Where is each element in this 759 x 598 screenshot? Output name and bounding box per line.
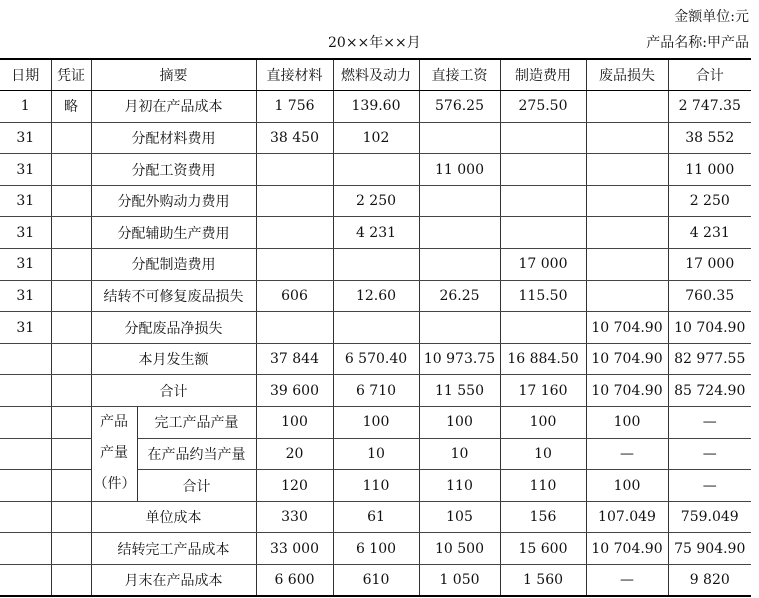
cell-date: 31: [0, 122, 51, 154]
cell-date: [0, 533, 51, 565]
cell-voucher: [51, 343, 91, 375]
cell-voucher: [51, 154, 91, 186]
cell-voucher: [51, 407, 91, 439]
cell-manufacturing-overhead: 10: [500, 438, 586, 470]
col-header-direct-materials: 直接材料: [256, 59, 333, 91]
cell-voucher: [51, 217, 91, 249]
cell-fuel-power: 610: [333, 565, 419, 597]
cell-manufacturing-overhead: [500, 185, 586, 217]
col-header-date: 日期: [0, 59, 51, 91]
cell-manufacturing-overhead: 275.50: [500, 91, 586, 123]
cell-direct-wages: 10 973.75: [419, 343, 500, 375]
table-row: [0, 533, 751, 565]
table-row: [0, 407, 751, 439]
header-row: [0, 59, 751, 91]
cell-date: [0, 565, 51, 597]
cell-direct-materials: 38 450: [256, 122, 333, 154]
cell-direct-wages: [419, 312, 500, 344]
cell-direct-wages: 10: [419, 438, 500, 470]
cell-scrap-loss: [586, 154, 668, 186]
cell-direct-materials: 1 756: [256, 91, 333, 123]
cell-scrap-loss: —: [586, 438, 668, 470]
output-quantity-label: [91, 407, 137, 502]
cell-direct-wages: [419, 185, 500, 217]
cell-total: 10 704.90: [668, 312, 751, 344]
cell-fuel-power: 2 250: [333, 185, 419, 217]
cell-scrap-loss: —: [586, 565, 668, 597]
period-label: 20××年××月: [328, 35, 421, 51]
cell-manufacturing-overhead: 100: [500, 407, 586, 439]
cell-direct-materials: [256, 217, 333, 249]
table-row: [0, 565, 751, 597]
cell-direct-wages: [419, 249, 500, 281]
col-header-voucher: 凭证: [51, 59, 91, 91]
cell-voucher: [51, 249, 91, 281]
cell-direct-wages: [419, 122, 500, 154]
cell-direct-wages: 110: [419, 470, 500, 502]
table-row: [0, 312, 751, 344]
cell-fuel-power: 6 100: [333, 533, 419, 565]
cell-direct-materials: 20: [256, 438, 333, 470]
cell-summary: 分配辅助生产费用: [91, 217, 256, 249]
cell-date: 31: [0, 249, 51, 281]
cell-summary: 合计: [91, 375, 256, 407]
cell-date: [0, 407, 51, 439]
cell-voucher: [51, 501, 91, 533]
cell-summary: 分配外购动力费用: [91, 185, 256, 217]
output-quantity-label-line: 产品: [100, 414, 128, 431]
cell-scrap-loss: [586, 217, 668, 249]
table-row: [0, 122, 751, 154]
table-row: [0, 154, 751, 186]
cell-date: [0, 343, 51, 375]
cell-scrap-loss: 107.049: [586, 501, 668, 533]
cell-summary: 分配制造费用: [91, 249, 256, 281]
table-row: [0, 217, 751, 249]
cell-manufacturing-overhead: 17 000: [500, 249, 586, 281]
cell-direct-materials: 33 000: [256, 533, 333, 565]
col-header-scrap-loss: 废品损失: [586, 59, 668, 91]
cell-summary: 月初在产品成本: [91, 91, 256, 123]
cell-voucher: [51, 280, 91, 312]
cell-fuel-power: 12.60: [333, 280, 419, 312]
cell-date: 31: [0, 280, 51, 312]
cell-scrap-loss: [586, 91, 668, 123]
cell-fuel-power: 10: [333, 438, 419, 470]
cell-direct-materials: [256, 312, 333, 344]
cell-summary: 完工产品产量: [137, 407, 256, 439]
cell-manufacturing-overhead: [500, 154, 586, 186]
cell-summary: 分配废品净损失: [91, 312, 256, 344]
table-row: [0, 501, 751, 533]
cell-fuel-power: 6 710: [333, 375, 419, 407]
cell-fuel-power: [333, 249, 419, 281]
cell-date: [0, 438, 51, 470]
cell-voucher: [51, 375, 91, 407]
cell-total: 9 820: [668, 565, 751, 597]
cell-direct-materials: 6 600: [256, 565, 333, 597]
cell-scrap-loss: [586, 185, 668, 217]
cell-scrap-loss: [586, 249, 668, 281]
output-quantity-label-line: （件）: [93, 476, 136, 493]
cost-calculation-table: [0, 58, 751, 597]
cell-scrap-loss: 10 704.90: [586, 533, 668, 565]
cell-total: —: [668, 470, 751, 502]
cell-total: 85 724.90: [668, 375, 751, 407]
cell-direct-wages: 26.25: [419, 280, 500, 312]
cell-date: 31: [0, 185, 51, 217]
table-row: [0, 91, 751, 123]
cell-fuel-power: 6 570.40: [333, 343, 419, 375]
cell-fuel-power: 110: [333, 470, 419, 502]
cell-manufacturing-overhead: 15 600: [500, 533, 586, 565]
cell-total: —: [668, 438, 751, 470]
cell-direct-wages: [419, 217, 500, 249]
cell-date: [0, 470, 51, 502]
table-row: [0, 280, 751, 312]
cell-direct-materials: 606: [256, 280, 333, 312]
product-name-label: 产品名称:甲产品: [646, 35, 749, 51]
cell-direct-materials: [256, 249, 333, 281]
cell-direct-wages: 10 500: [419, 533, 500, 565]
cell-total: 759.049: [668, 501, 751, 533]
cell-total: 82 977.55: [668, 343, 751, 375]
table-row: [0, 375, 751, 407]
cell-summary: 本月发生额: [91, 343, 256, 375]
cell-manufacturing-overhead: [500, 217, 586, 249]
cell-voucher: [51, 122, 91, 154]
cell-direct-wages: 11 550: [419, 375, 500, 407]
cell-total: —: [668, 407, 751, 439]
col-header-direct-wages: 直接工资: [419, 59, 500, 91]
cell-total: 11 000: [668, 154, 751, 186]
cell-date: 31: [0, 154, 51, 186]
cell-voucher: [51, 438, 91, 470]
cell-summary: 结转完工产品成本: [91, 533, 256, 565]
cell-date: 1: [0, 91, 51, 123]
cell-scrap-loss: [586, 122, 668, 154]
cell-fuel-power: 100: [333, 407, 419, 439]
cell-total: 2 250: [668, 185, 751, 217]
cell-direct-materials: 39 600: [256, 375, 333, 407]
cell-fuel-power: 139.60: [333, 91, 419, 123]
cell-summary: 月末在产品成本: [91, 565, 256, 597]
cell-voucher: [51, 533, 91, 565]
cell-manufacturing-overhead: 16 884.50: [500, 343, 586, 375]
cell-summary: 分配工资费用: [91, 154, 256, 186]
cell-summary: 单位成本: [91, 501, 256, 533]
cell-direct-materials: 120: [256, 470, 333, 502]
cell-scrap-loss: 10 704.90: [586, 375, 668, 407]
cell-manufacturing-overhead: 156: [500, 501, 586, 533]
cell-voucher: 略: [51, 91, 91, 123]
col-header-fuel-power: 燃料及动力: [333, 59, 419, 91]
cell-summary: 在产品约当产量: [137, 438, 256, 470]
cell-direct-wages: 576.25: [419, 91, 500, 123]
cell-manufacturing-overhead: [500, 312, 586, 344]
cell-scrap-loss: 10 704.90: [586, 343, 668, 375]
cell-summary: 分配材料费用: [91, 122, 256, 154]
cell-total: 38 552: [668, 122, 751, 154]
col-header-manufacturing-overhead: 制造费用: [500, 59, 586, 91]
cell-direct-materials: 330: [256, 501, 333, 533]
cell-direct-wages: 1 050: [419, 565, 500, 597]
table-row: [0, 343, 751, 375]
cell-date: 31: [0, 217, 51, 249]
cell-direct-materials: [256, 154, 333, 186]
cell-total: 75 904.90: [668, 533, 751, 565]
cell-total: 760.35: [668, 280, 751, 312]
cell-direct-wages: 100: [419, 407, 500, 439]
cell-manufacturing-overhead: 115.50: [500, 280, 586, 312]
table-row: [0, 185, 751, 217]
cell-direct-wages: 105: [419, 501, 500, 533]
cell-total: 17 000: [668, 249, 751, 281]
cell-fuel-power: [333, 312, 419, 344]
cell-fuel-power: [333, 154, 419, 186]
col-header-total: 合计: [668, 59, 751, 91]
cell-direct-materials: 37 844: [256, 343, 333, 375]
cell-voucher: [51, 470, 91, 502]
cell-direct-wages: 11 000: [419, 154, 500, 186]
cell-fuel-power: 61: [333, 501, 419, 533]
cell-date: 31: [0, 312, 51, 344]
table-row: [0, 249, 751, 281]
cell-manufacturing-overhead: 17 160: [500, 375, 586, 407]
cell-scrap-loss: 10 704.90: [586, 312, 668, 344]
cell-scrap-loss: [586, 280, 668, 312]
col-header-summary: 摘要: [91, 59, 256, 91]
cell-fuel-power: 4 231: [333, 217, 419, 249]
cell-total: 2 747.35: [668, 91, 751, 123]
cell-scrap-loss: 100: [586, 407, 668, 439]
amount-unit-note: 金额单位:元: [674, 9, 749, 25]
cell-direct-materials: 100: [256, 407, 333, 439]
cell-voucher: [51, 312, 91, 344]
cell-date: [0, 501, 51, 533]
cell-manufacturing-overhead: [500, 122, 586, 154]
output-quantity-label-line: 产量: [100, 445, 128, 462]
cell-manufacturing-overhead: 110: [500, 470, 586, 502]
cell-direct-materials: [256, 185, 333, 217]
cell-summary: 合计: [137, 470, 256, 502]
cell-manufacturing-overhead: 1 560: [500, 565, 586, 597]
cell-total: 4 231: [668, 217, 751, 249]
cell-voucher: [51, 565, 91, 597]
cell-voucher: [51, 185, 91, 217]
cell-scrap-loss: 100: [586, 470, 668, 502]
cell-summary: 结转不可修复废品损失: [91, 280, 256, 312]
cell-fuel-power: 102: [333, 122, 419, 154]
cell-date: [0, 375, 51, 407]
